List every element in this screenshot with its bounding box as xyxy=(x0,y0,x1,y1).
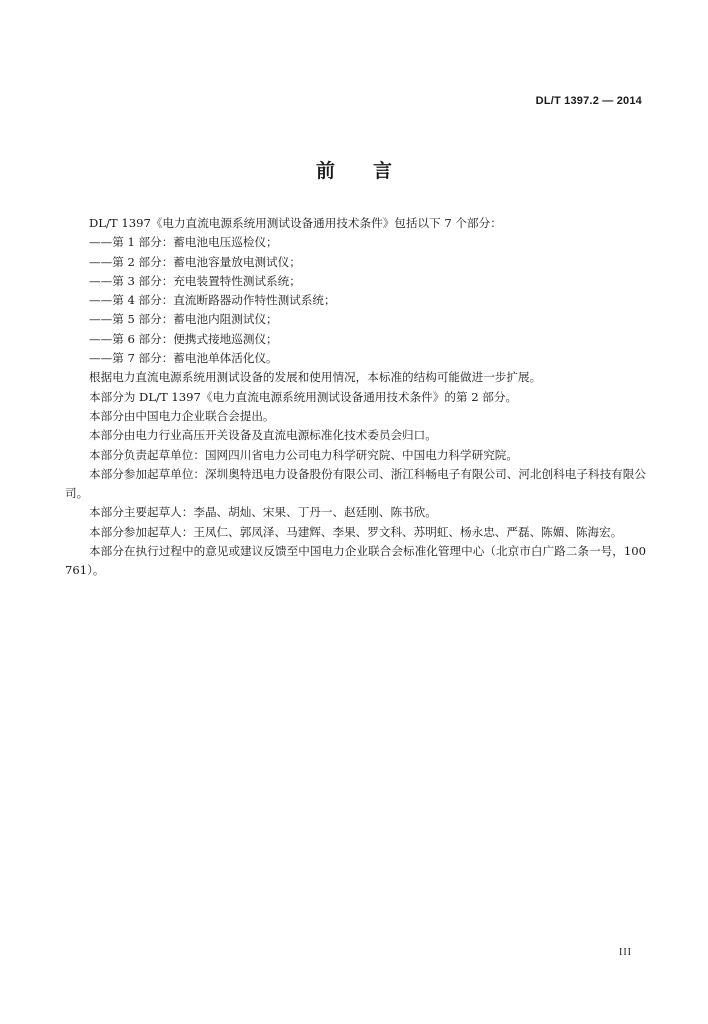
foreword-body xyxy=(65,214,646,581)
main-drafters-paragraph: 本部分主要起草人：李晶、胡灿、宋果、丁丹一、赵廷刚、陈书欣。 xyxy=(89,505,437,520)
list-item: ——第 1 部分：蓄电池电压巡检仪； xyxy=(89,235,278,250)
intro-paragraph: DL/T 1397《电力直流电源系统用测试设备通用技术条件》包括以下 7 个部分： xyxy=(89,216,502,230)
list-item: ——第 7 部分：蓄电池单体活化仪。 xyxy=(89,351,278,366)
drafting-unit-paragraph: 本部分负责起草单位：国网四川省电力公司电力科学研究院、中国电力科学研究院。 xyxy=(89,447,518,462)
participating-drafters-paragraph: 本部分参加起草人：王凤仁、郭凤泽、马建辉、李果、罗文科、苏明虹、杨永忠、严磊、陈媚、陈海宏。 xyxy=(89,524,623,539)
list-item: ——第 5 部分：蓄电池内阻测试仪； xyxy=(89,312,278,327)
parts-list xyxy=(65,233,646,368)
list-item: ——第 6 部分：便携式接地巡测仪； xyxy=(89,331,278,346)
page-title: 前言 xyxy=(315,160,430,182)
page-number: III xyxy=(619,947,632,958)
part-scope-paragraph: 本部分为 DL/T 1397《电力直流电源系统用测试设备通用技术条件》的第 2 部分。 xyxy=(89,389,518,404)
list-item: ——第 2 部分：蓄电池容量放电测试仪； xyxy=(89,254,301,269)
feedback-paragraph: 本部分在执行过程中的意见或建议反馈至中国电力企业联合会标准化管理中心（北京市白广路二条一号，100761）。 xyxy=(65,544,646,578)
proposer-paragraph: 本部分由中国电力企业联合会提出。 xyxy=(89,408,275,423)
list-item: ——第 4 部分：直流断路器动作特性测试系统； xyxy=(89,293,336,308)
administrator-paragraph: 本部分由电力行业高压开关设备及直流电源标准化技术委员会归口。 xyxy=(89,428,437,443)
participating-unit-paragraph: 本部分参加起草单位：深圳奥特迅电力设备股份有限公司、浙江科畅电子有限公司、河北创科电子科技有限公司。 xyxy=(65,466,646,501)
structure-paragraph: 根据电力直流电源系统用测试设备的发展和使用情况，本标准的结构可能做进一步扩展。 xyxy=(89,370,542,385)
list-item: ——第 3 部分：充电装置特性测试系统； xyxy=(89,273,301,288)
standard-code: DL/T 1397.2 — 2014 xyxy=(535,95,642,107)
